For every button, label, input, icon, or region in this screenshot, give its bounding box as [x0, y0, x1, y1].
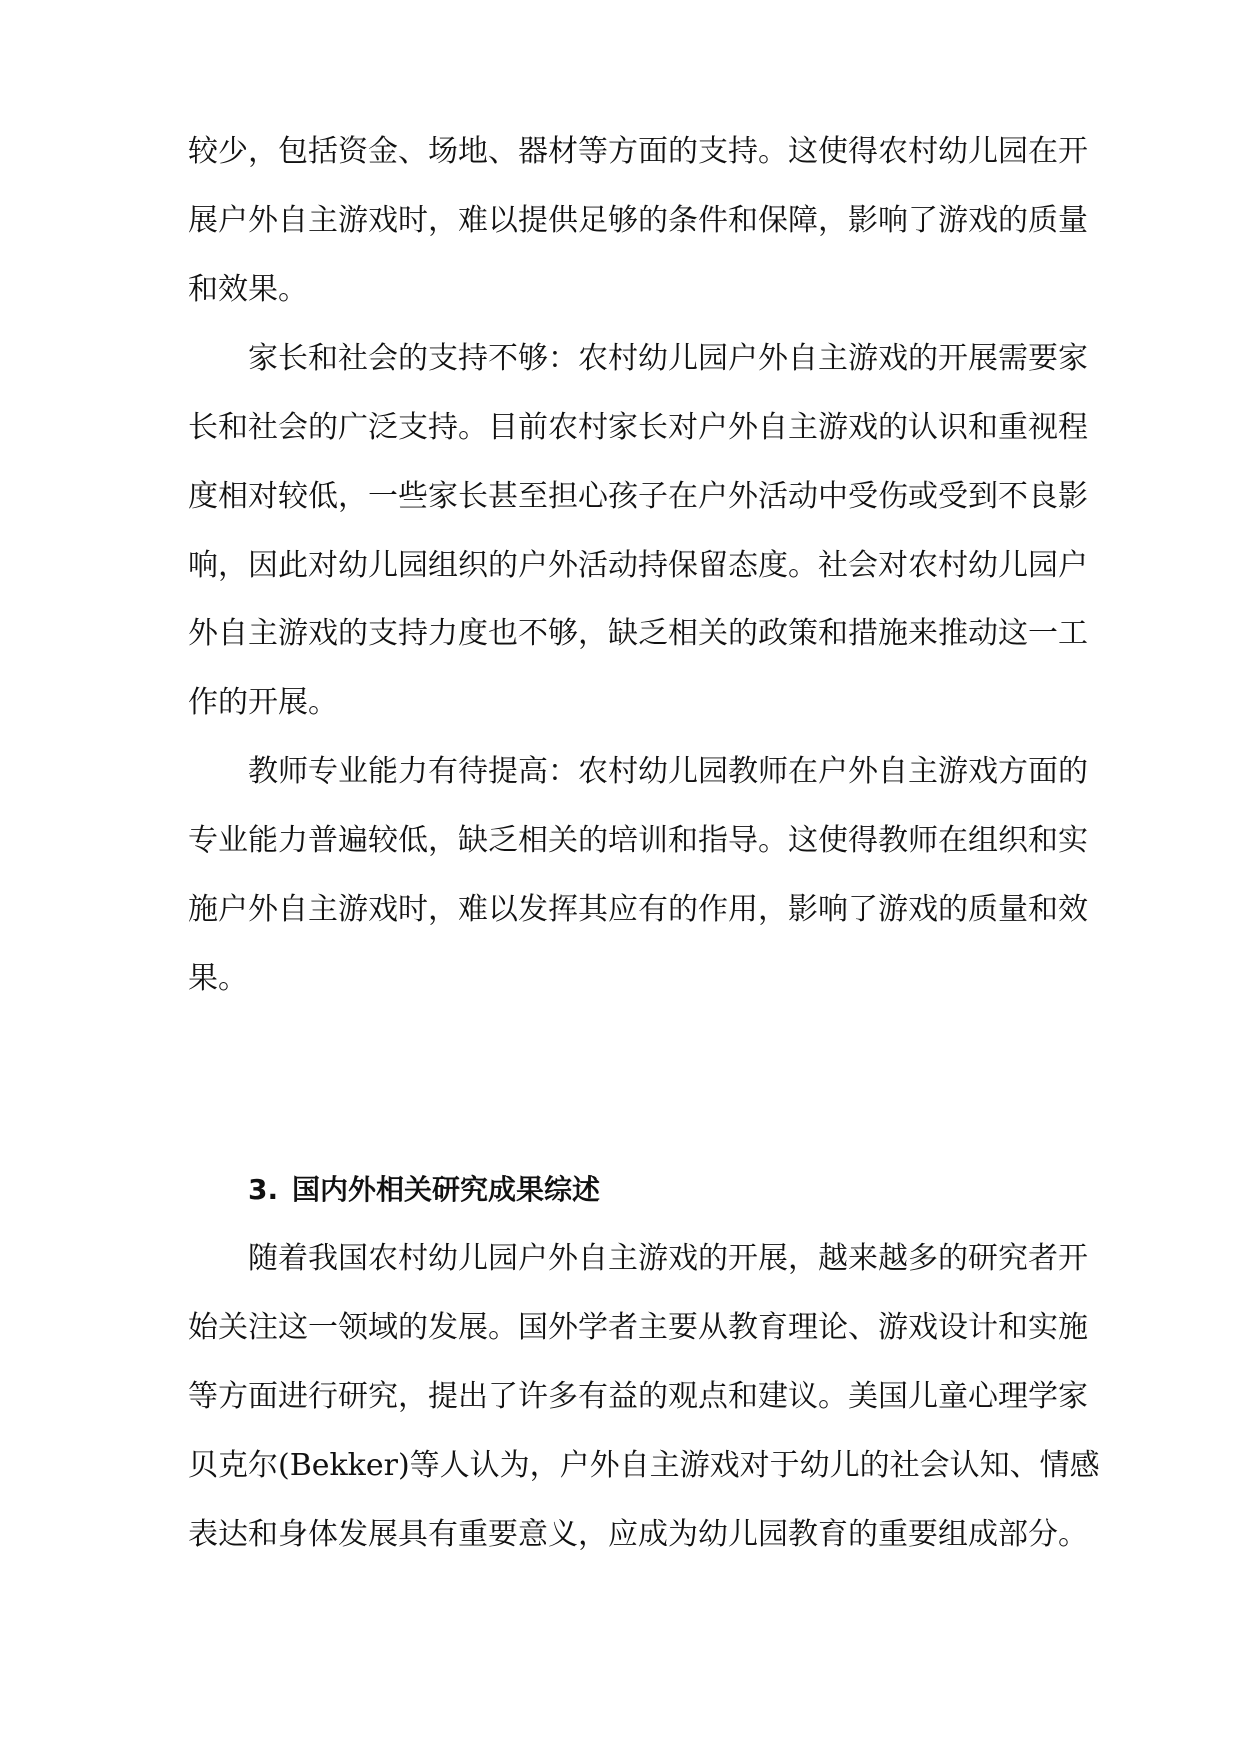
paragraph2-line4: 响，因此对幼儿园组织的户外活动持保留态度。社会对农村幼儿园户 [188, 548, 1088, 583]
paragraph1-line2: 展户外自主游戏时，难以提供足够的条件和保障，影响了游戏的质量 [188, 203, 1088, 238]
paragraph3-line4: 果。 [188, 961, 248, 996]
section-heading [248, 1170, 1068, 1210]
paragraph4-line5: 表达和身体发展具有重要意义，应成为幼儿园教育的重要组成部分。 [188, 1517, 1088, 1552]
paragraph2-line1: 家长和社会的支持不够：农村幼儿园户外自主游戏的开展需要家 [248, 341, 1088, 376]
paragraph2-line6: 作的开展。 [188, 685, 338, 720]
paragraph4-line3: 等方面进行研究，提出了许多有益的观点和建议。美国儿童心理学家 [188, 1379, 1088, 1414]
paragraph1-line1: 较少，包括资金、场地、器材等方面的支持。这使得农村幼儿园在开 [188, 134, 1088, 169]
paragraph3-line3: 施户外自主游戏时，难以发挥其应有的作用，影响了游戏的质量和效 [188, 892, 1088, 927]
paragraph2-line3: 度相对较低，一些家长甚至担心孩子在户外活动中受伤或受到不良影 [188, 479, 1088, 514]
paragraph3-line1: 教师专业能力有待提高：农村幼儿园教师在户外自主游戏方面的 [248, 754, 1088, 789]
section-title: 国内外相关研究成果综述 [292, 1173, 601, 1206]
paragraph2-line5: 外自主游戏的支持力度也不够，缺乏相关的政策和措施来推动这一工 [188, 616, 1088, 651]
paragraph3-line2: 专业能力普遍较低，缺乏相关的培训和指导。这使得教师在组织和实 [188, 823, 1088, 858]
paragraph1-line3: 和效果。 [188, 272, 308, 307]
paragraph4-line1: 随着我国农村幼儿园户外自主游戏的开展，越来越多的研究者开 [248, 1241, 1088, 1276]
section-number: 3. [248, 1173, 279, 1206]
paragraph4-line4: 贝克尔(Bekker)等人认为，户外自主游戏对于幼儿的社会认知、情感 [188, 1448, 1100, 1483]
paragraph4-line2: 始关注这一领域的发展。国外学者主要从教育理论、游戏设计和实施 [188, 1310, 1088, 1345]
paragraph2-line2: 长和社会的广泛支持。目前农村家长对户外自主游戏的认识和重视程 [188, 410, 1088, 445]
